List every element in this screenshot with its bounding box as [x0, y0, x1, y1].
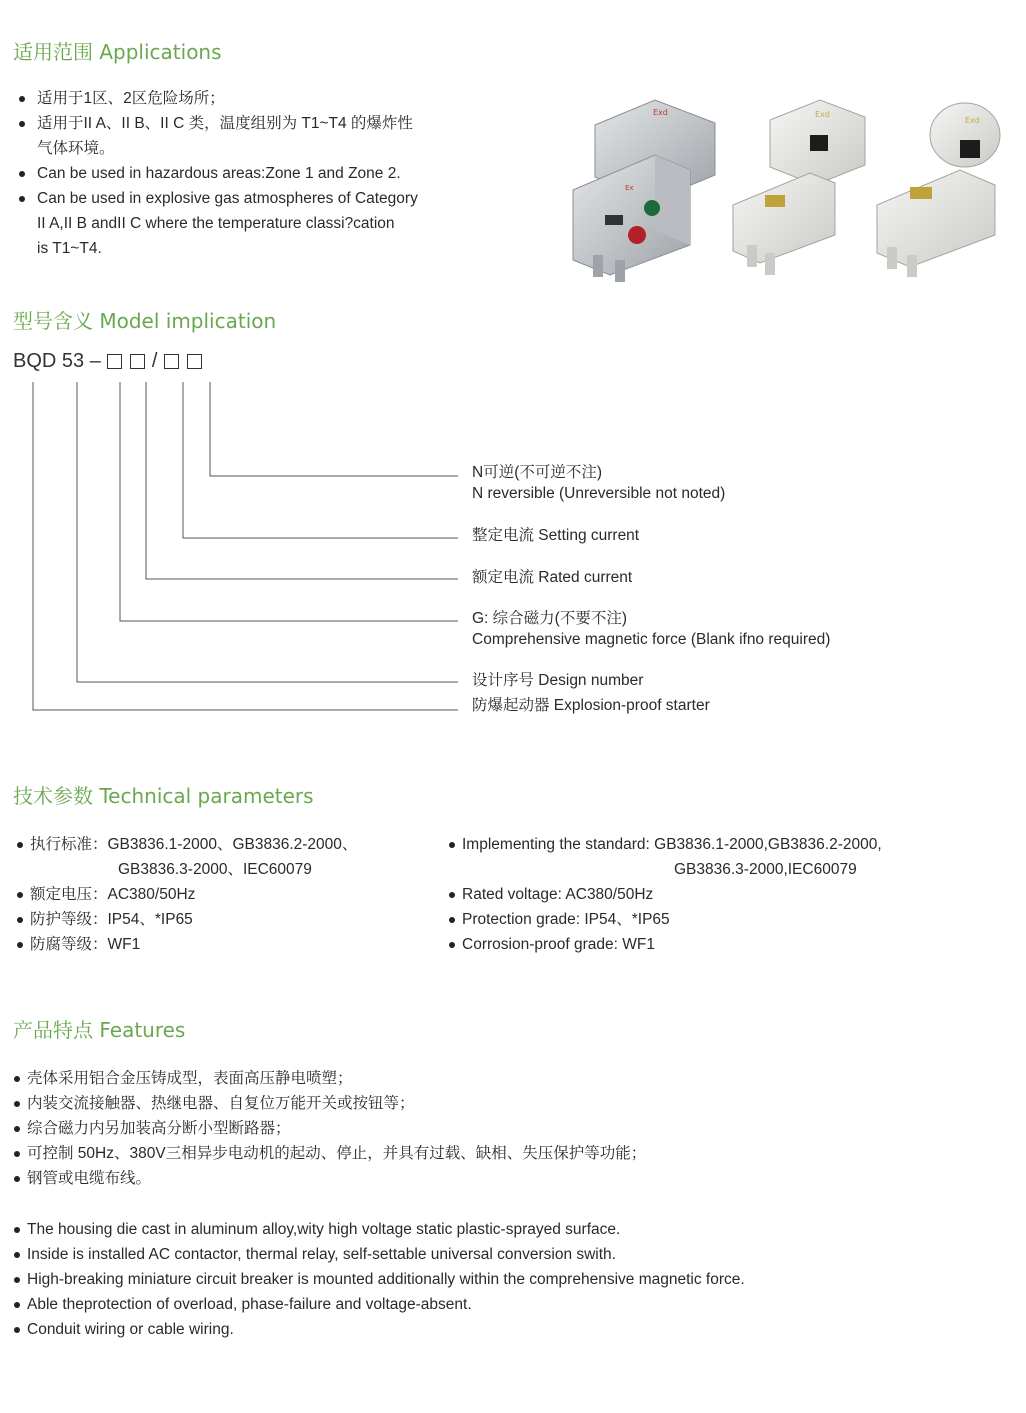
- exd-label: Exd: [965, 116, 980, 125]
- list-item: Corrosion-proof grade: WF1: [462, 932, 655, 957]
- model-heading: 型号含义 Model implication: [13, 309, 277, 333]
- list-item: 内装交流接触器、热继电器、自复位万能开关或按钮等；: [27, 1091, 415, 1116]
- model-item-setting-current: 整定电流 Setting current: [472, 527, 640, 544]
- list-item: Conduit wiring or cable wiring.: [27, 1317, 234, 1342]
- model-item-design-number: 设计序号 Design number: [472, 672, 644, 689]
- model-code-separator: /: [151, 350, 158, 372]
- list-item-text: 气体环境。: [37, 140, 115, 157]
- bullet-icon: [14, 1126, 20, 1132]
- bullet-icon: [14, 1151, 20, 1157]
- model-item-rated-current: 额定电流 Rated current: [472, 569, 633, 586]
- list-item: 执行标准：GB3836.1-2000、GB3836.2-2000、: [30, 832, 357, 857]
- bullet-icon: [14, 1076, 20, 1082]
- list-item: High-breaking miniature circuit breaker is mounted additionally within the comprehensive magnetic force.: [27, 1267, 745, 1292]
- list-item-text: Can be used in hazardous areas:Zone 1 and Zone 2.: [37, 165, 401, 182]
- technical-heading: 技术参数 Technical parameters: [13, 784, 314, 808]
- bullet-icon: [14, 1327, 20, 1333]
- bullet-icon: [17, 892, 23, 898]
- list-item: Inside is installed AC contactor, thermal relay, self-settable universal conversion swith.: [27, 1242, 616, 1267]
- model-item-reversible: N可逆(不可逆不注) N reversible (Unreversible not noted): [472, 464, 726, 502]
- bullet-icon: [17, 842, 23, 848]
- list-item: Implementing the standard: GB3836.1-2000,GB3836.2-2000,: [462, 832, 882, 857]
- list-item: 钢管或电缆布线。: [27, 1166, 151, 1191]
- list-item: 综合磁力内另加装高分断小型断路器；: [27, 1116, 291, 1141]
- applications-heading: 适用范围 Applications: [13, 40, 222, 64]
- bullet-icon: [14, 1252, 20, 1258]
- bullet-icon: [14, 1277, 20, 1283]
- list-item-text: 适用于1区、2区危险场所；: [37, 90, 225, 107]
- bullet-icon: [17, 917, 23, 923]
- features-heading: 产品特点 Features: [13, 1018, 186, 1042]
- bullet-icon: [449, 942, 455, 948]
- bullet-icon: [14, 1302, 20, 1308]
- list-item: 壳体采用铝合金压铸成型，表面高压静电喷塑；: [27, 1066, 353, 1091]
- bullet-icon: [14, 1176, 20, 1182]
- bullet-icon: [17, 942, 23, 948]
- bullet-icon: [449, 842, 455, 848]
- list-item: 可控制 50Hz、380V三相异步电动机的起动、停止，并具有过载、缺相、失压保护等功能；: [27, 1141, 646, 1166]
- model-code-prefix: BQD 53 –: [13, 350, 101, 372]
- list-item: The housing die cast in aluminum alloy,wity high voltage static plastic-sprayed surface.: [27, 1217, 620, 1242]
- bullet-icon: [449, 892, 455, 898]
- list-item: 防腐等级：WF1: [30, 932, 140, 957]
- exd-label: Exd: [653, 108, 668, 117]
- bullet-icon: [14, 1101, 20, 1107]
- exd-label: Exd: [815, 110, 830, 119]
- list-item-text: Can be used in explosive gas atmospheres of Category: [37, 190, 418, 207]
- bullet-icon: [449, 917, 455, 923]
- ex-label: Ex: [625, 184, 634, 192]
- list-item-text: is T1~T4.: [37, 240, 102, 257]
- bullet-icon: [14, 1227, 20, 1233]
- model-item-starter: 防爆起动器 Explosion-proof starter: [472, 697, 710, 714]
- list-item: Protection grade: IP54、*IP65: [462, 907, 670, 932]
- model-item-magnetic-force: G: 综合磁力(不要不注) Comprehensive magnetic force (Blank ifno required): [472, 610, 831, 648]
- list-item: 额定电压：AC380/50Hz: [30, 882, 195, 907]
- list-item: Able theprotection of overload, phase-failure and voltage-absent.: [27, 1292, 472, 1317]
- list-item-continuation: GB3836.3-2000、IEC60079: [118, 861, 312, 878]
- list-item: Rated voltage: AC380/50Hz: [462, 882, 653, 907]
- list-item: 防护等级：IP54、*IP65: [30, 907, 193, 932]
- list-item-text: 适用于II A、II B、II C 类，温度组别为 T1~T4 的爆炸性: [37, 115, 413, 132]
- list-item-text: II A,II B andII C where the temperature classi?cation: [37, 215, 395, 232]
- list-item-continuation: GB3836.3-2000,IEC60079: [674, 861, 857, 878]
